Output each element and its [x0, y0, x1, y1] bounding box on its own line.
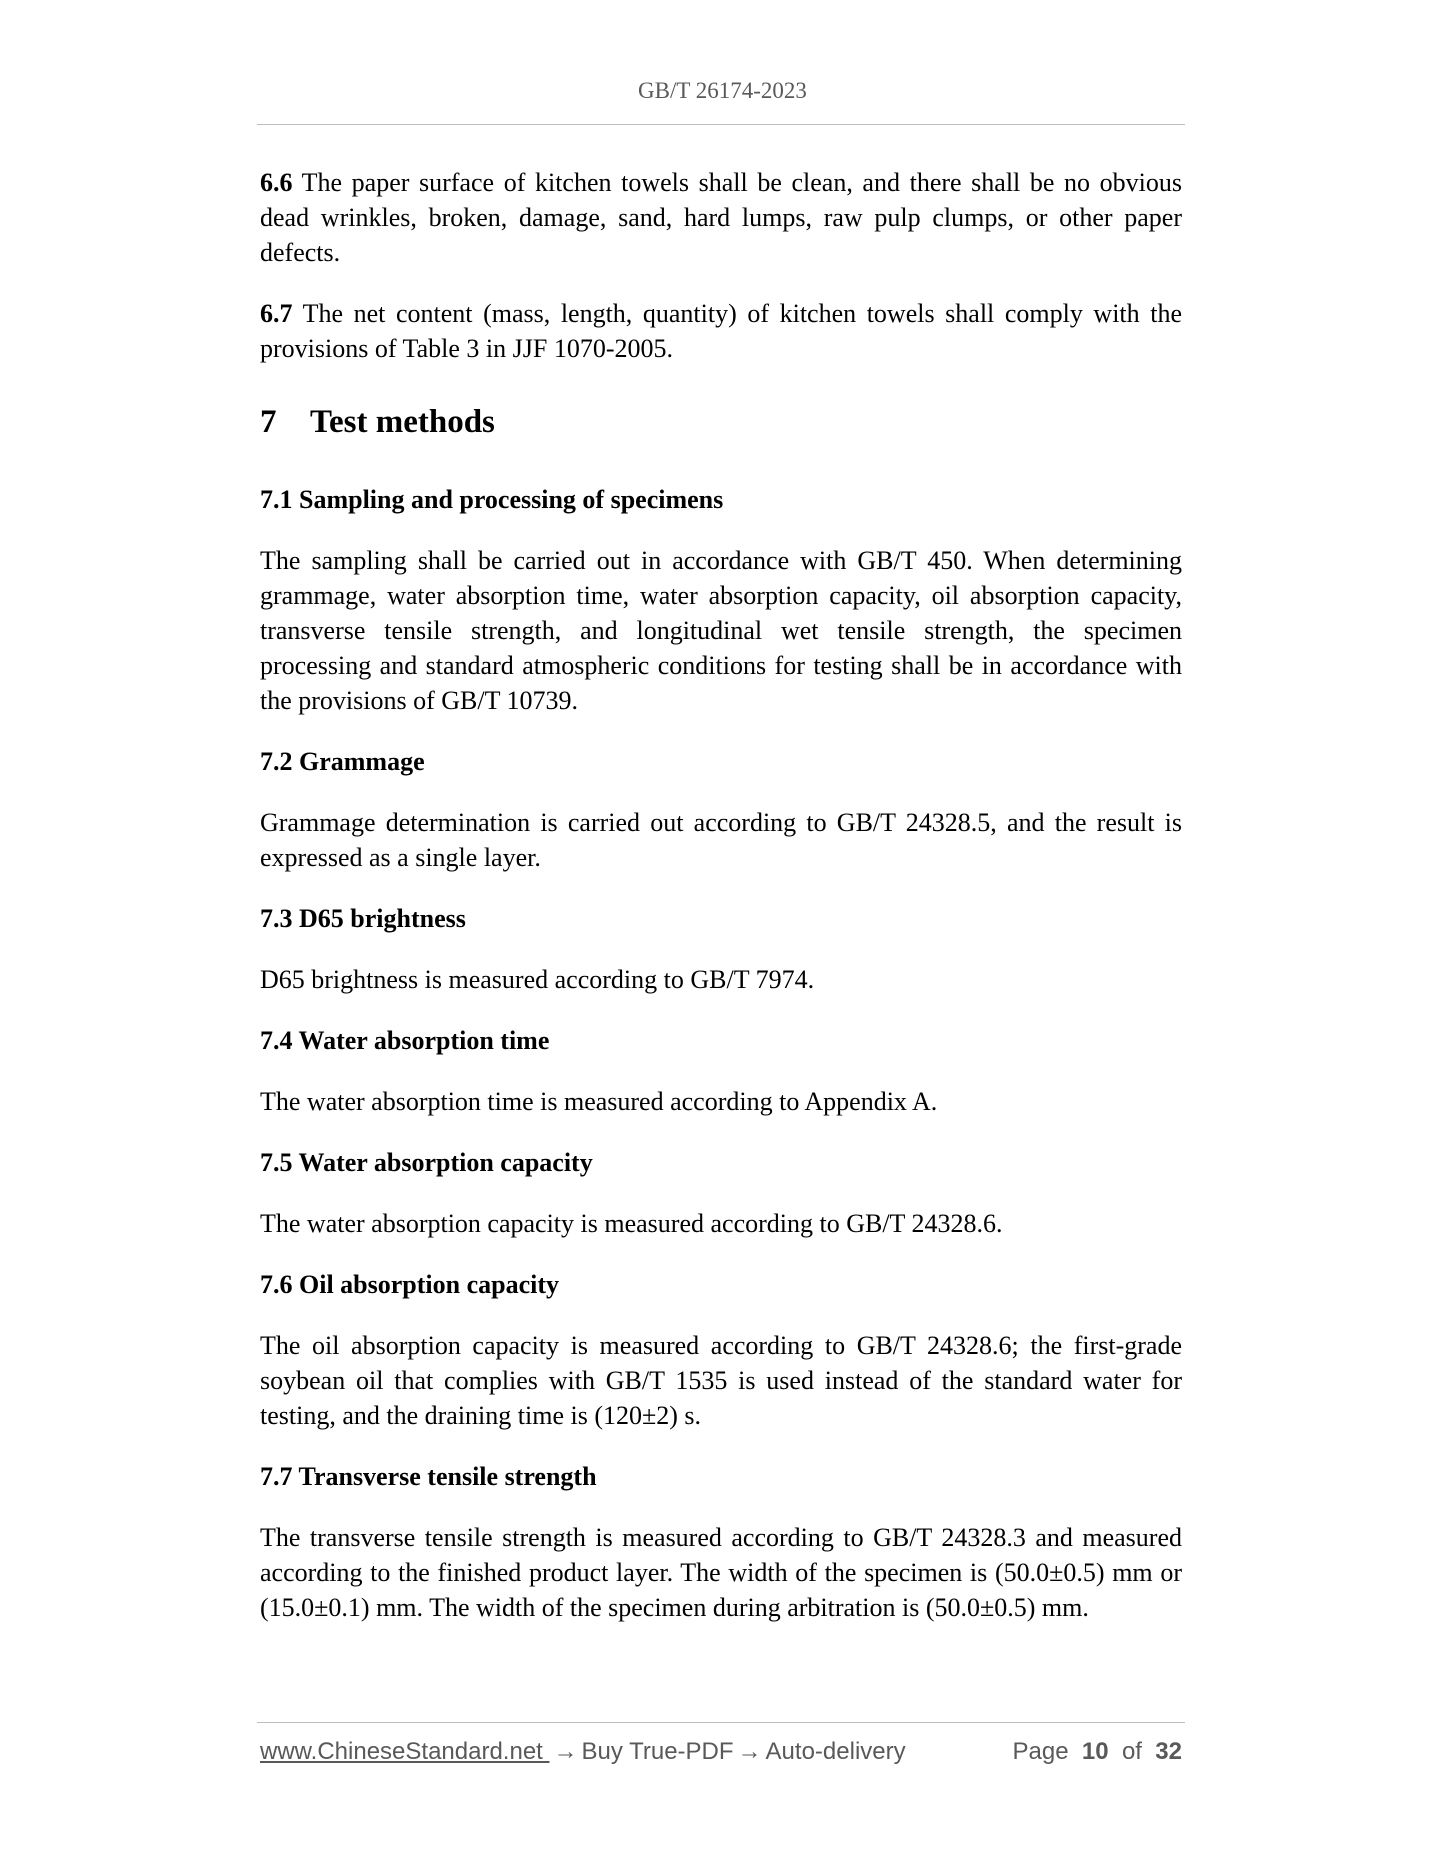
page-footer	[260, 1732, 1182, 1772]
page-indicator	[1012, 1732, 1182, 1772]
page-label: Page	[1012, 1738, 1069, 1765]
page-current: 10	[1081, 1738, 1109, 1765]
page-of-label: of	[1121, 1738, 1142, 1765]
subsection-7-7-heading: 7.7 Transverse tensile strength	[260, 1462, 597, 1491]
subsection-7-5-text: The water absorption capacity is measured according to GB/T 24328.6.	[260, 1209, 1003, 1238]
subsection-7-1-heading: 7.1 Sampling and processing of specimens	[260, 485, 724, 514]
auto-delivery-text: Auto-delivery	[765, 1738, 906, 1765]
website-link[interactable]: www.ChineseStandard.net	[260, 1738, 550, 1765]
subsection-7-4-text: The water absorption time is measured according to Appendix A.	[260, 1087, 938, 1116]
footer-left	[260, 1732, 906, 1772]
page-content	[260, 165, 1182, 1651]
subsection-7-7-text: The transverse tensile strength is measured according to GB/T 24328.3 and measured according to the finished product layer. The width of the specimen is (50.0±0.5) mm or (15.0±0.1) mm. The width of the specimen during arbitration is (50.0±0.5) mm.	[260, 1523, 1182, 1622]
page-total: 32	[1155, 1738, 1182, 1765]
arrow-right-icon: →	[553, 1738, 578, 1765]
section-title: Test methods	[310, 404, 495, 440]
header-divider	[257, 124, 1185, 125]
subsection-7-3-text: D65 brightness is measured according to GB/T 7974.	[260, 965, 815, 994]
subsection-7-2-heading: 7.2 Grammage	[260, 747, 425, 776]
subsection-7-2-text: Grammage determination is carried out according to GB/T 24328.5, and the result is expressed as a single layer.	[260, 808, 1182, 872]
subsection-7-3-heading: 7.3 D65 brightness	[260, 904, 466, 933]
section-number: 7	[260, 404, 277, 440]
subsection-7-1-text: The sampling shall be carried out in accordance with GB/T 450. When determining grammage, water absorption time, water absorption capacity, oil absorption capacity, transverse tensile strength, and longitudinal wet tensile strength, the specimen processing and standard atmospheric conditions for testing shall be in accordance with the provisions of GB/T 10739.	[260, 546, 1182, 715]
footer-divider	[257, 1722, 1185, 1723]
clause-number: 6.6	[260, 168, 293, 197]
subsection-7-4-heading: 7.4 Water absorption time	[260, 1026, 550, 1055]
subsection-7-6-heading: 7.6 Oil absorption capacity	[260, 1270, 560, 1299]
clause-text: The net content (mass, length, quantity) of kitchen towels shall comply with the provisions of Table 3 in JJF 1070-2005.	[260, 299, 1182, 363]
clause-number: 6.7	[260, 299, 293, 328]
clause-text: The paper surface of kitchen towels shall be clean, and there shall be no obvious dead wrinkles, broken, damage, sand, hard lumps, raw pulp clumps, or other paper defects.	[260, 168, 1182, 267]
arrow-right-icon: →	[737, 1738, 762, 1765]
clause-6-7	[260, 296, 1182, 366]
clause-6-6	[260, 165, 1182, 270]
page-header: GB/T 26174-2023	[638, 78, 807, 103]
subsection-7-6-text: The oil absorption capacity is measured according to GB/T 24328.6; the first-grade soybean oil that complies with GB/T 1535 is used instead of the standard water for testing, and the draining time is (120±2) s.	[260, 1331, 1182, 1430]
subsection-7-5-heading: 7.5 Water absorption capacity	[260, 1148, 593, 1177]
section-7-heading	[260, 402, 1182, 442]
buy-true-pdf-text: Buy True-PDF	[581, 1738, 734, 1765]
